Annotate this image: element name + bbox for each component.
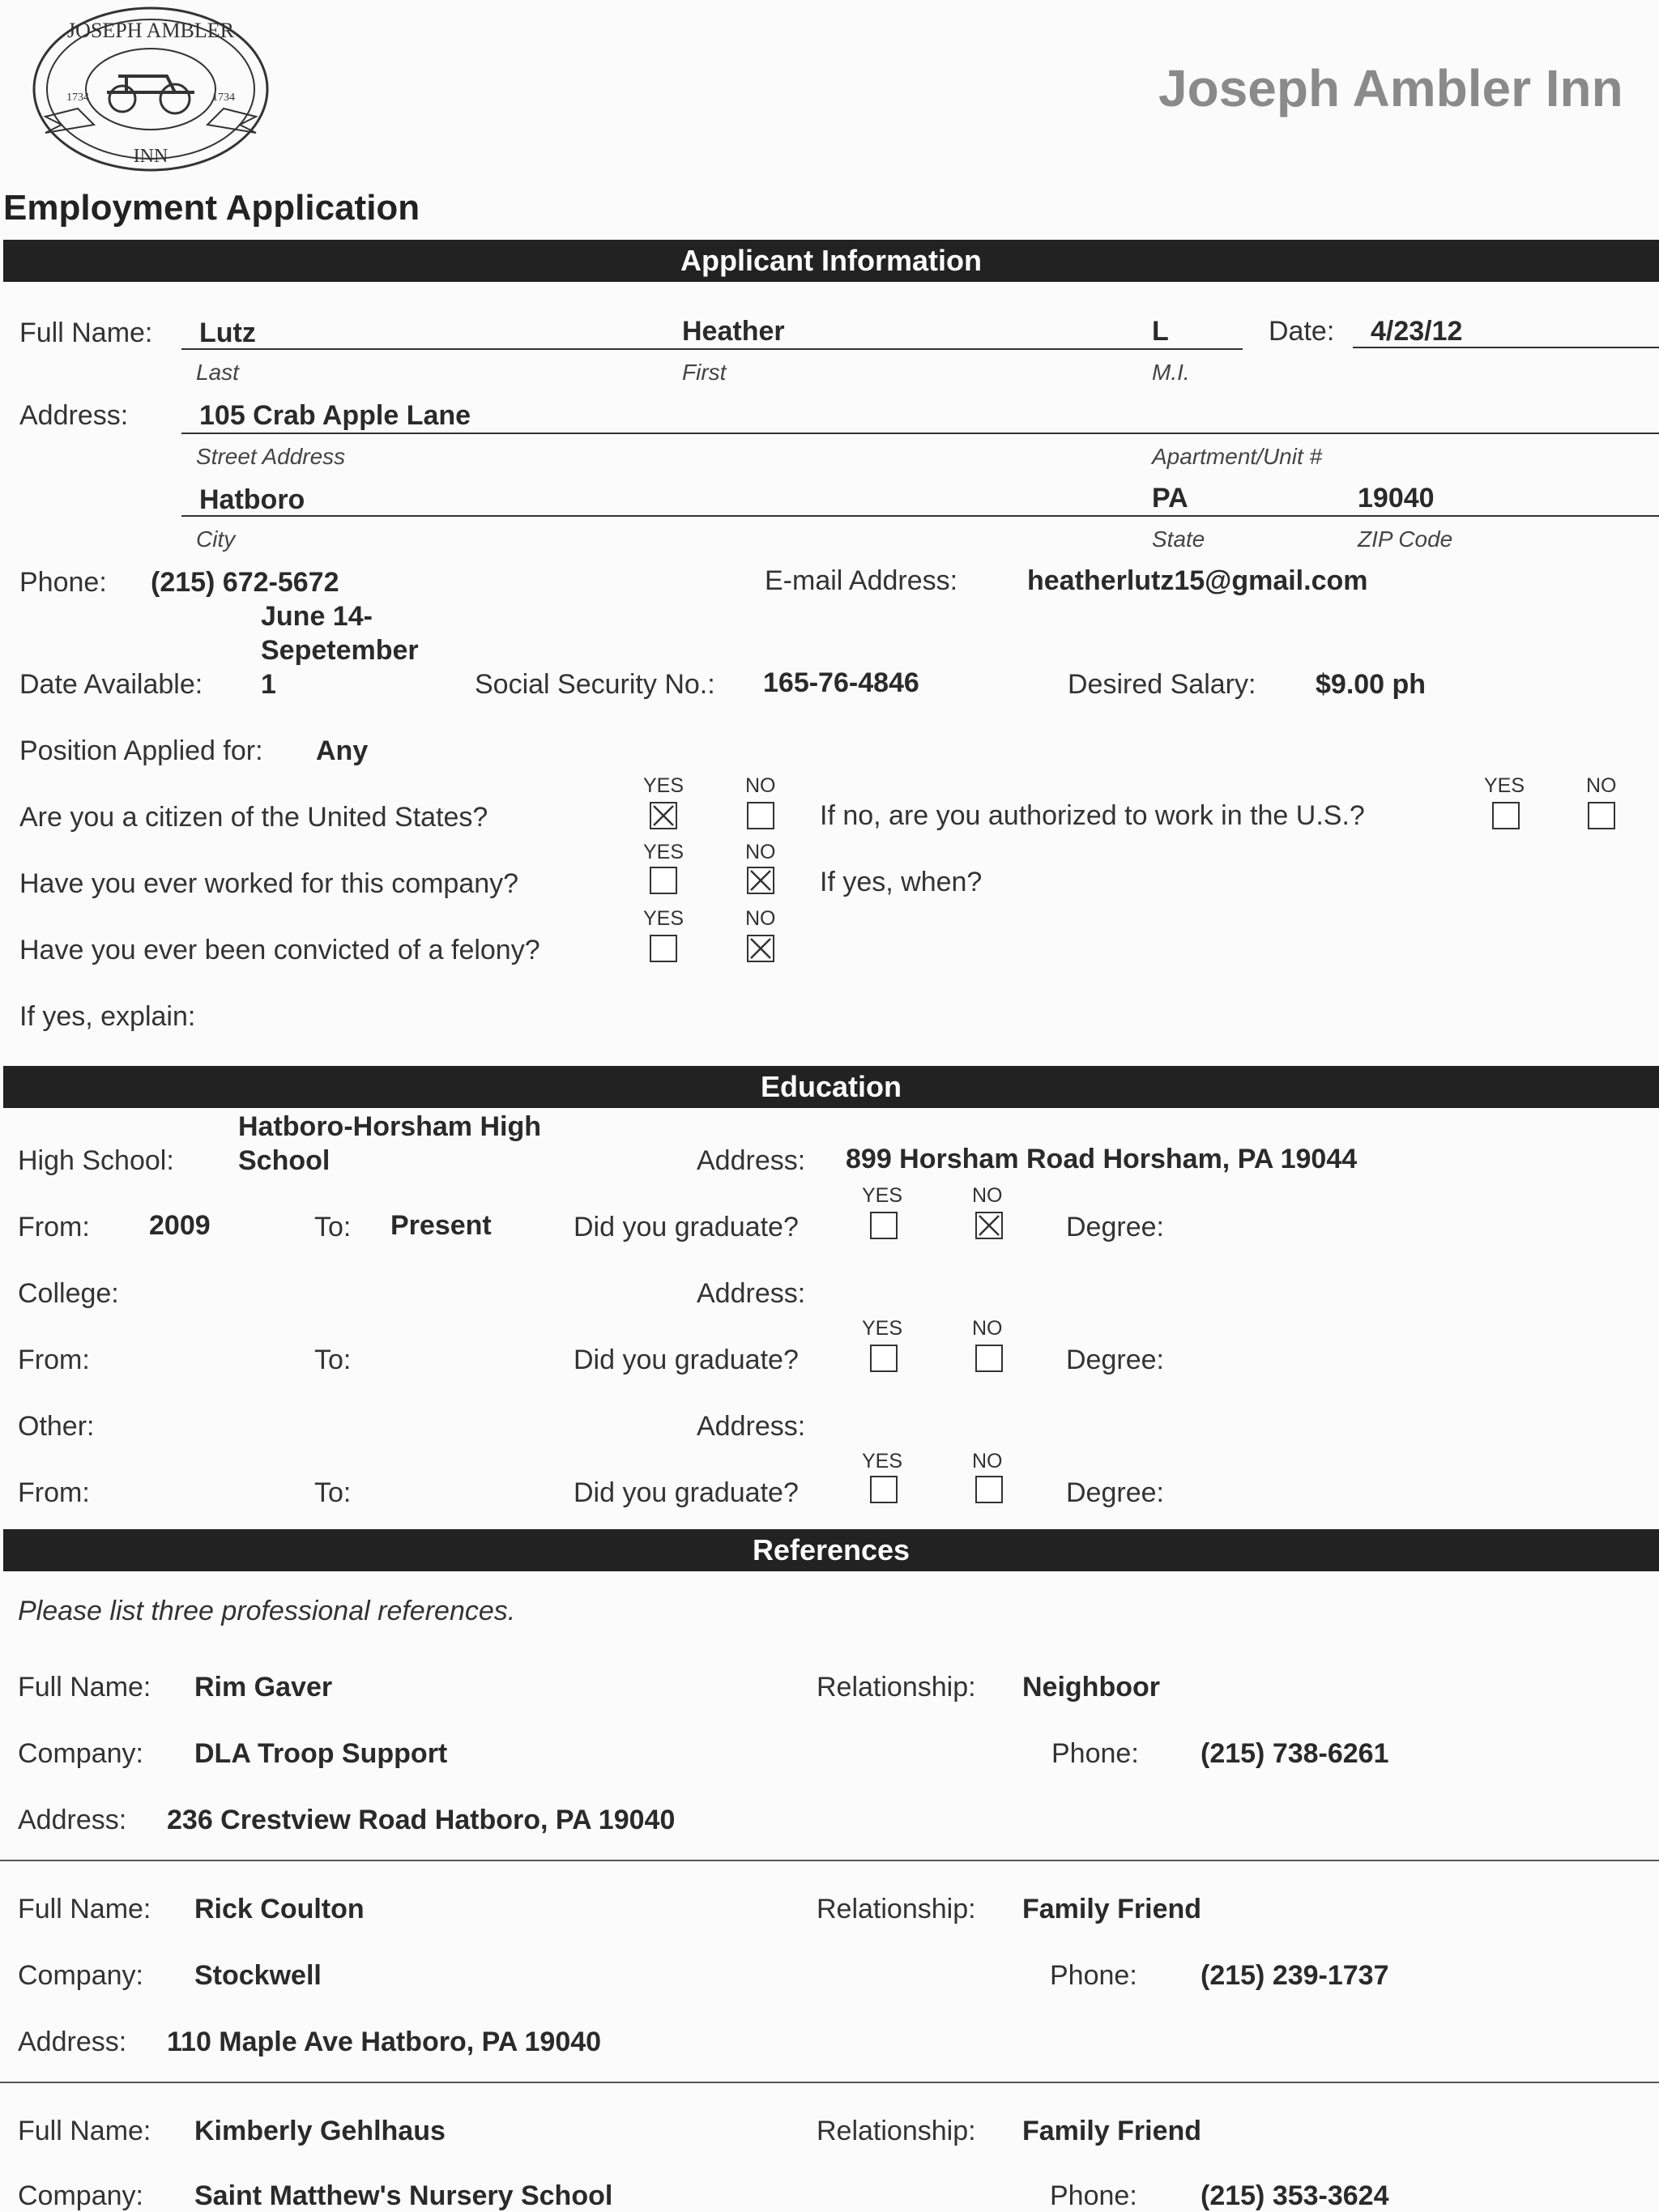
ref1-company-label: Company: xyxy=(18,1738,143,1769)
college-address-label: Address: xyxy=(697,1278,806,1309)
other-from-label: From: xyxy=(18,1477,90,1508)
authorized-no-label: NO xyxy=(1586,774,1617,797)
email-value: heatherlutz15@gmail.com xyxy=(1027,565,1368,596)
date-available-label: Date Available: xyxy=(19,669,203,700)
hs-grad-yes-label: YES xyxy=(862,1184,903,1207)
ref2-name-label: Full Name: xyxy=(18,1894,151,1924)
ref2-company-value: Stockwell xyxy=(194,1960,322,1991)
citizen-yes-checkbox[interactable] xyxy=(650,802,677,829)
ref1-relationship-label: Relationship: xyxy=(817,1672,976,1703)
other-to-label: To: xyxy=(314,1477,352,1508)
ref1-phone-value: (215) 738-6261 xyxy=(1201,1738,1389,1769)
section-references: References xyxy=(3,1529,1659,1571)
other-grad-yes-checkbox[interactable] xyxy=(870,1476,898,1503)
logo-text-top: JOSEPH AMBLER xyxy=(67,19,234,42)
ref3-relationship-label: Relationship: xyxy=(817,2116,976,2146)
felony-yes-checkbox[interactable] xyxy=(650,935,677,962)
ref1-address-value: 236 Crestview Road Hatboro, PA 19040 xyxy=(167,1805,676,1835)
worked-yes-checkbox[interactable] xyxy=(650,867,677,894)
section-applicant-information: Applicant Information xyxy=(3,240,1659,282)
college-grad-no-label: NO xyxy=(972,1317,1003,1340)
ref3-name-value: Kimberly Gehlhaus xyxy=(194,2116,446,2146)
state-value: PA xyxy=(1152,483,1188,514)
ref1-name-value: Rim Gaver xyxy=(194,1672,333,1703)
ref1-divider xyxy=(0,1860,1659,1861)
felony-no-checkbox[interactable] xyxy=(747,935,774,962)
salary-value: $9.00 ph xyxy=(1316,669,1427,700)
authorized-yes-label: YES xyxy=(1484,774,1525,797)
college-label: College: xyxy=(18,1278,119,1309)
street-value: 105 Crab Apple Lane xyxy=(199,400,471,431)
other-grad-yes-label: YES xyxy=(862,1450,903,1473)
ref3-company-value: Saint Matthew's Nursery School xyxy=(194,2180,613,2211)
ssn-label: Social Security No.: xyxy=(475,669,715,700)
citizen-no-checkbox[interactable] xyxy=(747,802,774,829)
ref2-phone-label: Phone: xyxy=(1050,1960,1137,1991)
ref3-name-label: Full Name: xyxy=(18,2116,151,2146)
checkbox-x-mark xyxy=(977,1213,1001,1238)
college-from-label: From: xyxy=(18,1345,90,1375)
citizen-question: Are you a citizen of the United States? xyxy=(19,802,488,833)
citizen-yes-label: YES xyxy=(643,774,684,797)
authorized-yes-checkbox[interactable] xyxy=(1492,802,1520,829)
email-label: E-mail Address: xyxy=(765,565,958,596)
ref2-address-value: 110 Maple Ave Hatboro, PA 19040 xyxy=(167,2027,602,2057)
full-name-label: Full Name: xyxy=(19,318,153,348)
authorized-no-checkbox[interactable] xyxy=(1588,802,1615,829)
other-grad-no-checkbox[interactable] xyxy=(975,1476,1003,1503)
section-education: Education xyxy=(3,1066,1659,1108)
last-name-value: Lutz xyxy=(199,318,256,348)
college-graduate-question: Did you graduate? xyxy=(574,1345,799,1375)
high-school-name-line2: School xyxy=(238,1145,331,1176)
college-degree-label: Degree: xyxy=(1066,1345,1164,1375)
name-underline xyxy=(181,348,1243,350)
logo-text-bottom: INN xyxy=(133,146,168,167)
other-graduate-question: Did you graduate? xyxy=(574,1477,799,1508)
ref2-address-label: Address: xyxy=(18,2027,127,2057)
date-available-line1: June 14- xyxy=(261,601,373,632)
zip-caption: ZIP Code xyxy=(1358,526,1453,552)
other-label: Other: xyxy=(18,1411,95,1442)
date-label: Date: xyxy=(1269,316,1335,347)
mi-caption: M.I. xyxy=(1152,360,1190,385)
ref1-name-label: Full Name: xyxy=(18,1672,151,1703)
street-underline xyxy=(181,433,1659,434)
high-school-address-label: Address: xyxy=(697,1145,806,1176)
worked-yes-label: YES xyxy=(643,841,684,863)
felony-yes-label: YES xyxy=(643,907,684,930)
position-value: Any xyxy=(316,735,369,766)
checkbox-x-mark xyxy=(651,803,676,828)
other-grad-no-label: NO xyxy=(972,1450,1003,1473)
high-school-name-line1: Hatboro-Horsham High xyxy=(238,1111,541,1142)
other-address-label: Address: xyxy=(697,1411,806,1442)
ref1-address-label: Address: xyxy=(18,1805,127,1835)
phone-label: Phone: xyxy=(19,567,107,598)
when-question: If yes, when? xyxy=(820,867,983,897)
worked-question: Have you ever worked for this company? xyxy=(19,868,519,899)
hs-degree-label: Degree: xyxy=(1066,1212,1164,1242)
hs-graduate-question: Did you graduate? xyxy=(574,1212,799,1242)
citizen-no-label: NO xyxy=(745,774,776,797)
date-available-line2: Sepetember xyxy=(261,635,419,666)
first-name-value: Heather xyxy=(682,316,785,347)
hs-grad-yes-checkbox[interactable] xyxy=(870,1212,898,1239)
position-label: Position Applied for: xyxy=(19,735,263,766)
ref3-company-label: Company: xyxy=(18,2180,143,2211)
salary-label: Desired Salary: xyxy=(1068,669,1256,700)
felony-question: Have you ever been convicted of a felony? xyxy=(19,935,540,965)
hs-grad-no-checkbox[interactable] xyxy=(975,1212,1003,1239)
ref1-company-value: DLA Troop Support xyxy=(194,1738,448,1769)
college-to-label: To: xyxy=(314,1345,352,1375)
hs-to-value: Present xyxy=(390,1210,492,1241)
apartment-caption: Apartment/Unit # xyxy=(1152,444,1323,469)
middle-initial-value: L xyxy=(1152,316,1169,347)
city-caption: City xyxy=(196,526,236,552)
ref2-company-label: Company: xyxy=(18,1960,143,1991)
inn-logo xyxy=(29,3,272,175)
hs-from-value: 2009 xyxy=(149,1210,211,1241)
ssn-value: 165-76-4846 xyxy=(763,667,919,698)
authorized-question: If no, are you authorized to work in the U.S.? xyxy=(820,800,1365,831)
ref2-divider xyxy=(0,2082,1659,2083)
other-degree-label: Degree: xyxy=(1066,1477,1164,1508)
felony-no-label: NO xyxy=(745,907,776,930)
address-label: Address: xyxy=(19,400,129,431)
checkbox-x-mark xyxy=(748,936,773,961)
zip-value: 19040 xyxy=(1358,483,1435,514)
last-caption: Last xyxy=(196,360,239,385)
state-caption: State xyxy=(1152,526,1205,552)
ref2-relationship-value: Family Friend xyxy=(1022,1894,1202,1924)
ref3-phone-label: Phone: xyxy=(1050,2180,1137,2211)
hs-to-label: To: xyxy=(314,1212,352,1242)
college-grad-no-checkbox[interactable] xyxy=(975,1345,1003,1372)
phone-value: (215) 672-5672 xyxy=(151,567,339,598)
ref1-relationship-value: Neighboor xyxy=(1022,1672,1160,1703)
explain-label: If yes, explain: xyxy=(19,1001,196,1032)
city-underline xyxy=(181,515,1659,517)
ref1-phone-label: Phone: xyxy=(1051,1738,1139,1769)
city-value: Hatboro xyxy=(199,484,305,515)
worked-no-checkbox[interactable] xyxy=(747,867,774,894)
ref2-phone-value: (215) 239-1737 xyxy=(1201,1960,1389,1991)
college-grad-yes-checkbox[interactable] xyxy=(870,1345,898,1372)
form-title: Employment Application xyxy=(3,188,420,228)
ref2-name-value: Rick Coulton xyxy=(194,1894,365,1924)
ref3-phone-value: (215) 353-3624 xyxy=(1201,2180,1389,2211)
date-value: 4/23/12 xyxy=(1371,316,1463,347)
company-name: Joseph Ambler Inn xyxy=(1158,59,1623,117)
first-caption: First xyxy=(682,360,727,385)
ref2-relationship-label: Relationship: xyxy=(817,1894,976,1924)
street-caption: Street Address xyxy=(196,444,346,469)
ref3-relationship-value: Family Friend xyxy=(1022,2116,1202,2146)
hs-grad-no-label: NO xyxy=(972,1184,1003,1207)
checkbox-x-mark xyxy=(748,868,773,893)
logo-year-left: 1734 xyxy=(66,92,89,104)
hs-from-label: From: xyxy=(18,1212,90,1242)
high-school-label: High School: xyxy=(18,1145,174,1176)
worked-no-label: NO xyxy=(745,841,776,863)
date-available-line3: 1 xyxy=(261,669,276,700)
high-school-address-value: 899 Horsham Road Horsham, PA 19044 xyxy=(846,1144,1358,1174)
logo-year-right: 1734 xyxy=(212,92,235,104)
date-underline xyxy=(1353,347,1659,348)
college-grad-yes-label: YES xyxy=(862,1317,903,1340)
references-intro: Please list three professional references. xyxy=(18,1596,516,1626)
